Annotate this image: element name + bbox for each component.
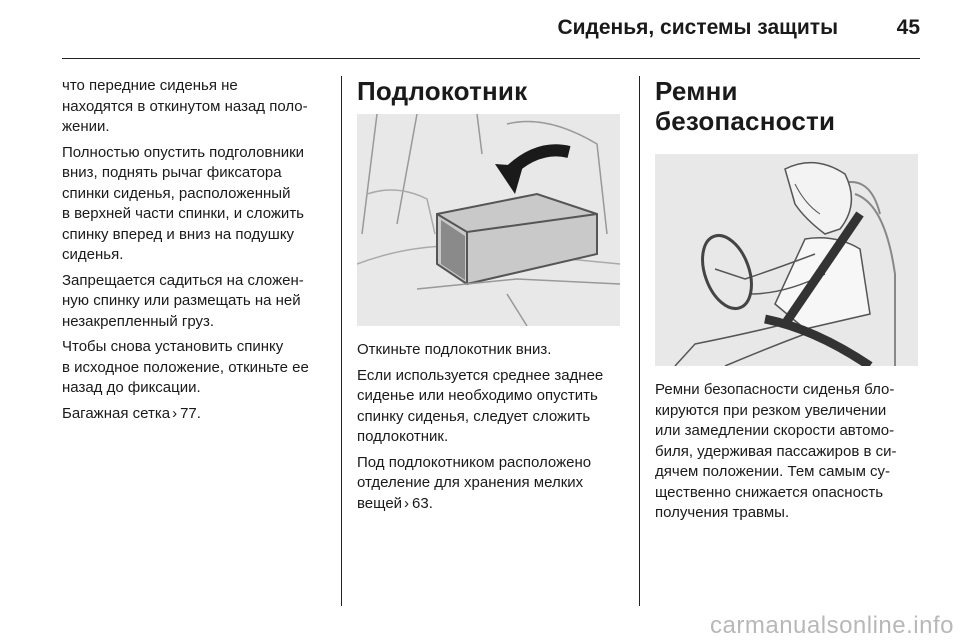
paragraph (357, 340, 635, 361)
text-line: спинки сиденья, расположенный (62, 184, 291, 202)
column-divider (639, 76, 640, 606)
text-line: кируются при резком увеличении (655, 401, 887, 419)
text-line: дячем положении. Тем самым су- (655, 463, 891, 480)
reference-text: Багажная сетка (62, 404, 171, 422)
text-line: Если используется среднее заднее (357, 366, 604, 384)
paragraph (357, 453, 635, 515)
page-number: 45 (896, 16, 920, 39)
text-line: Ремни безопасности сиденья бло- (655, 381, 895, 398)
column-divider (341, 76, 342, 606)
section-heading-armrest: Подлокотник (357, 76, 528, 106)
text-line: что передние сиденья не (62, 77, 238, 94)
text-line: в исходное положение, откиньте ее (62, 358, 309, 376)
cross-reference[interactable] (62, 404, 337, 425)
watermark: carmanualsonline.info (710, 612, 954, 639)
text-line: Запрещается садиться на сложен- (62, 271, 304, 289)
text-line: Чтобы снова установить спинку (62, 338, 284, 355)
reference-page[interactable]: 77. (180, 404, 201, 422)
paragraph (62, 76, 337, 138)
paragraph (655, 380, 925, 524)
paragraph (62, 271, 337, 333)
text-line: Откиньте подлокотник вниз. (357, 341, 552, 358)
text-line: ную спинку или размещать на ней (62, 292, 301, 309)
text-line: или замедлении скорости автомо- (655, 422, 895, 439)
text-line: сиденье или необходимо опустить (357, 387, 598, 404)
armrest-illustration (357, 114, 620, 326)
seatbelt-drawing (655, 154, 918, 366)
text-line: спинку сиденья, следует сложить (357, 407, 591, 425)
cross-reference[interactable] (357, 495, 433, 512)
reference-page[interactable]: 63. (412, 494, 433, 512)
header-rule (62, 58, 920, 59)
text-line: в верхней части спинки, и сложить (62, 205, 304, 222)
text-line: незакрепленный груз. (62, 312, 215, 330)
text-line: щественно снижается опасность (655, 483, 884, 501)
section-heading-seatbelts: Ремни безопасности (655, 76, 836, 136)
text-line: находятся в откинутом назад поло- (62, 97, 308, 115)
paragraph (357, 366, 635, 448)
column-3 (655, 76, 925, 529)
text-line: подлокотник. (357, 428, 449, 445)
paragraph (62, 143, 337, 266)
paragraph (62, 337, 337, 399)
reference-arrow-icon: › (172, 404, 178, 422)
header-title: Сиденья, системы защиты (557, 16, 838, 39)
seatbelt-illustration (655, 154, 918, 366)
text-line: отделение для хранения мелких (357, 474, 584, 491)
reference-arrow-icon: › (404, 494, 410, 512)
armrest-drawing (357, 114, 620, 326)
reference-text: вещей (357, 494, 403, 512)
column-1 (62, 76, 337, 429)
text-line: биля, удерживая пассажиров в си- (655, 442, 897, 460)
text-line: вниз, поднять рычаг фиксатора (62, 164, 282, 181)
text-line: жении. (62, 118, 110, 135)
text-line: Полностью опустить подголовники (62, 143, 305, 161)
column-2 (357, 76, 635, 519)
text-line: сиденья. (62, 246, 124, 263)
text-line: спинку вперед и вниз на подушку (62, 225, 295, 243)
text-line: получения травмы. (655, 504, 790, 521)
text-line: Под подлокотником расположено (357, 453, 592, 471)
text-line: назад до фиксации. (62, 379, 201, 396)
